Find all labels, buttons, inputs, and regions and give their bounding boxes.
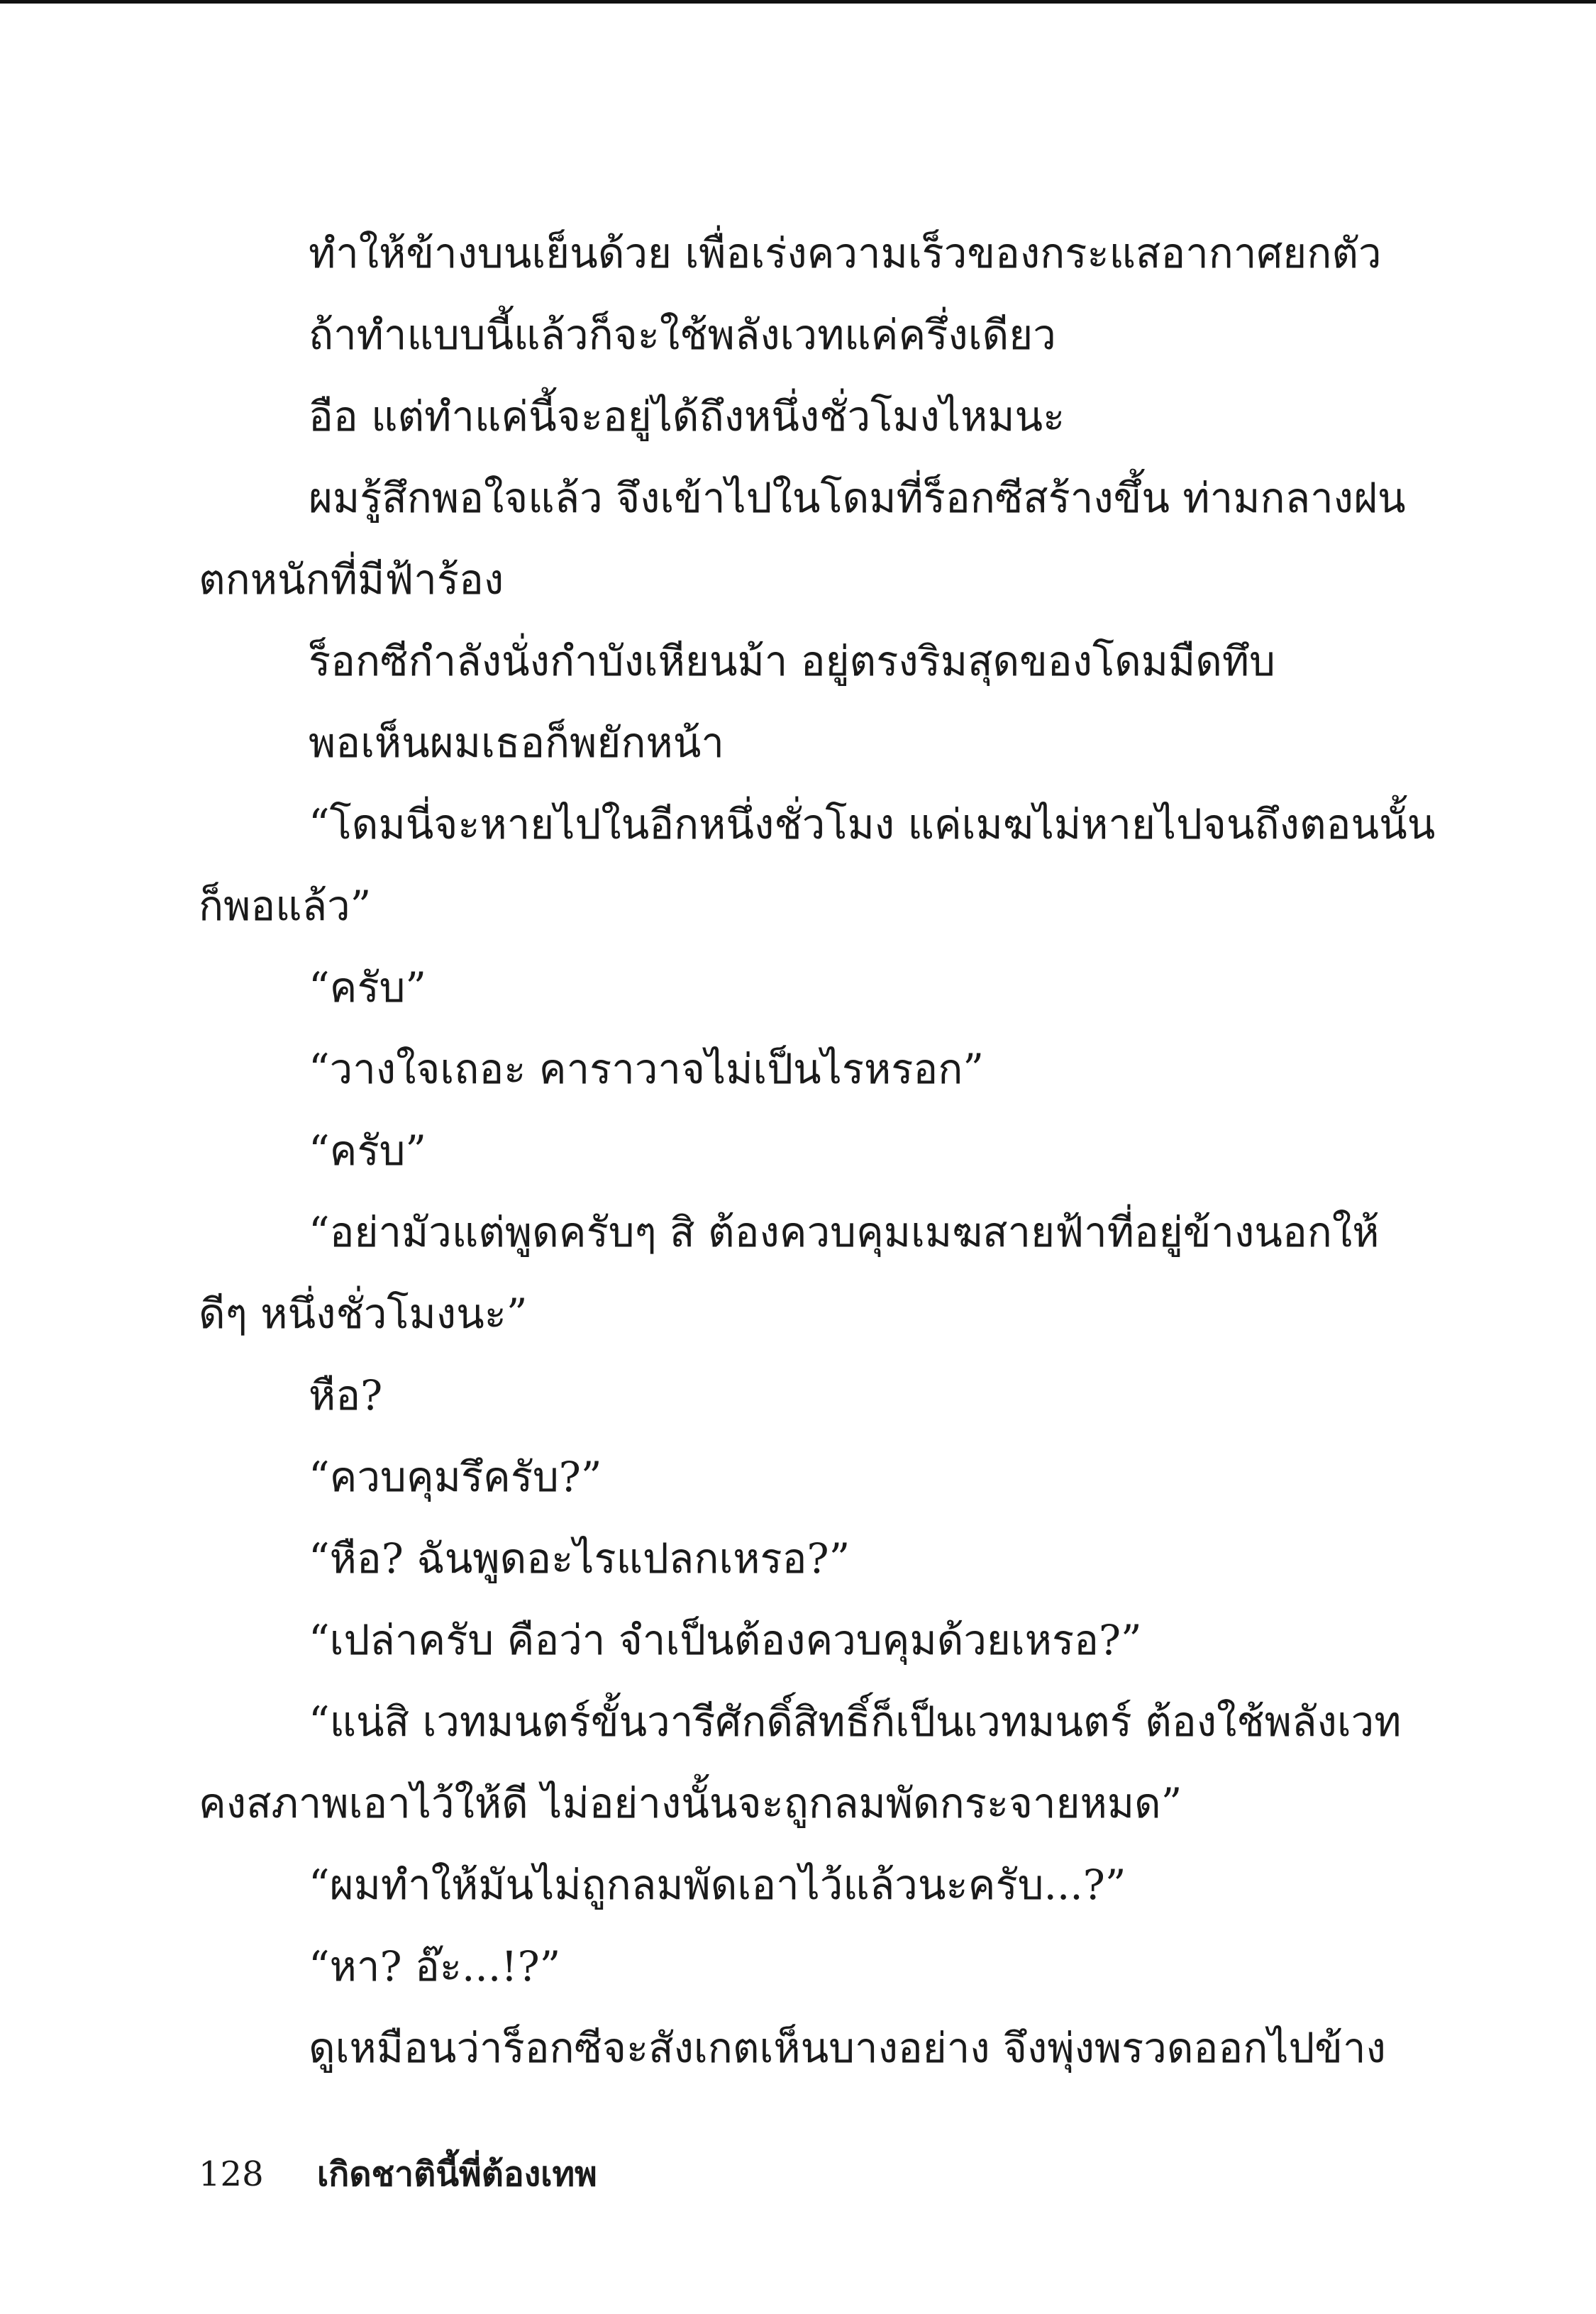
text-line: หือ? [309,1371,383,1419]
text-line: “ครับ” [309,963,427,1012]
text-line: ทำให้ข้างบนเย็นด้วย เพื่อเร่งความเร็วของกระแสอากาศยกตัว [309,229,1382,277]
text-line: ผมรู้สึกพอใจแล้ว จึงเข้าไปในโดมที่ร็อกซีสร้างขึ้น ท่ามกลางฝน [309,474,1406,522]
text-line: ดีๆ หนึ่งชั่วโมงนะ” [199,1290,528,1338]
text-line: “ควบคุมรึครับ?” [309,1453,602,1501]
text-line: “แน่สิ เวทมนตร์ขั้นวารีศักดิ์สิทธิ์ก็เป็นเวทมนตร์ ต้องใช้พลังเวท [309,1698,1402,1746]
text-line: “โดมนี่จะหายไปในอีกหนึ่งชั่วโมง แค่เมฆไม่หายไปจนถึงตอนนั้น [309,800,1436,848]
text-line: ก็พอแล้ว” [199,882,372,930]
page-footer [199,2149,597,2199]
text-line: ตกหนักที่มีฟ้าร้อง [199,555,504,604]
page-number: 128 [199,2154,264,2194]
text-line: “เปล่าครับ คือว่า จำเป็นต้องควบคุมด้วยเหรอ?” [309,1616,1142,1664]
running-title: เกิดชาตินี้พี่ต้องเทพ [316,2154,597,2194]
text-line: “ผมทำให้มันไม่ถูกลมพัดเอาไว้แล้วนะครับ...?” [309,1861,1126,1909]
text-line: “ครับ” [309,1126,427,1175]
text-line: อือ แต่ทำแค่นี้จะอยู่ได้ถึงหนึ่งชั่วโมงไหมนะ [309,392,1065,441]
text-line: “อย่ามัวแต่พูดครับๆ สิ ต้องควบคุมเมฆสายฟ้าที่อยู่ข้างนอกให้ [309,1208,1380,1256]
text-line: ถ้าทำแบบนี้แล้วก็จะใช้พลังเวทแค่ครึ่งเดียว [309,311,1056,359]
text-line: “หือ? ฉันพูดอะไรแปลกเหรอ?” [309,1534,850,1583]
text-line: ร็อกซีกำลังนั่งกำบังเหียนม้า อยู่ตรงริมสุดของโดมมืดทึบ [309,637,1275,685]
text-line: “หา? อ๊ะ...!?” [309,1942,561,1991]
text-line: คงสภาพเอาไว้ให้ดี ไม่อย่างนั้นจะถูกลมพัดกระจายหมด” [199,1779,1182,1827]
page-body-text [199,213,1436,2089]
text-line: “วางใจเถอะ คาราวาจไม่เป็นไรหรอก” [309,1045,984,1093]
top-border-rule [0,0,1596,4]
text-line: ดูเหมือนว่าร็อกซีจะสังเกตเห็นบางอย่าง จึงพุ่งพรวดออกไปข้าง [309,2024,1386,2072]
text-line: พอเห็นผมเธอก็พยักหน้า [309,719,724,767]
